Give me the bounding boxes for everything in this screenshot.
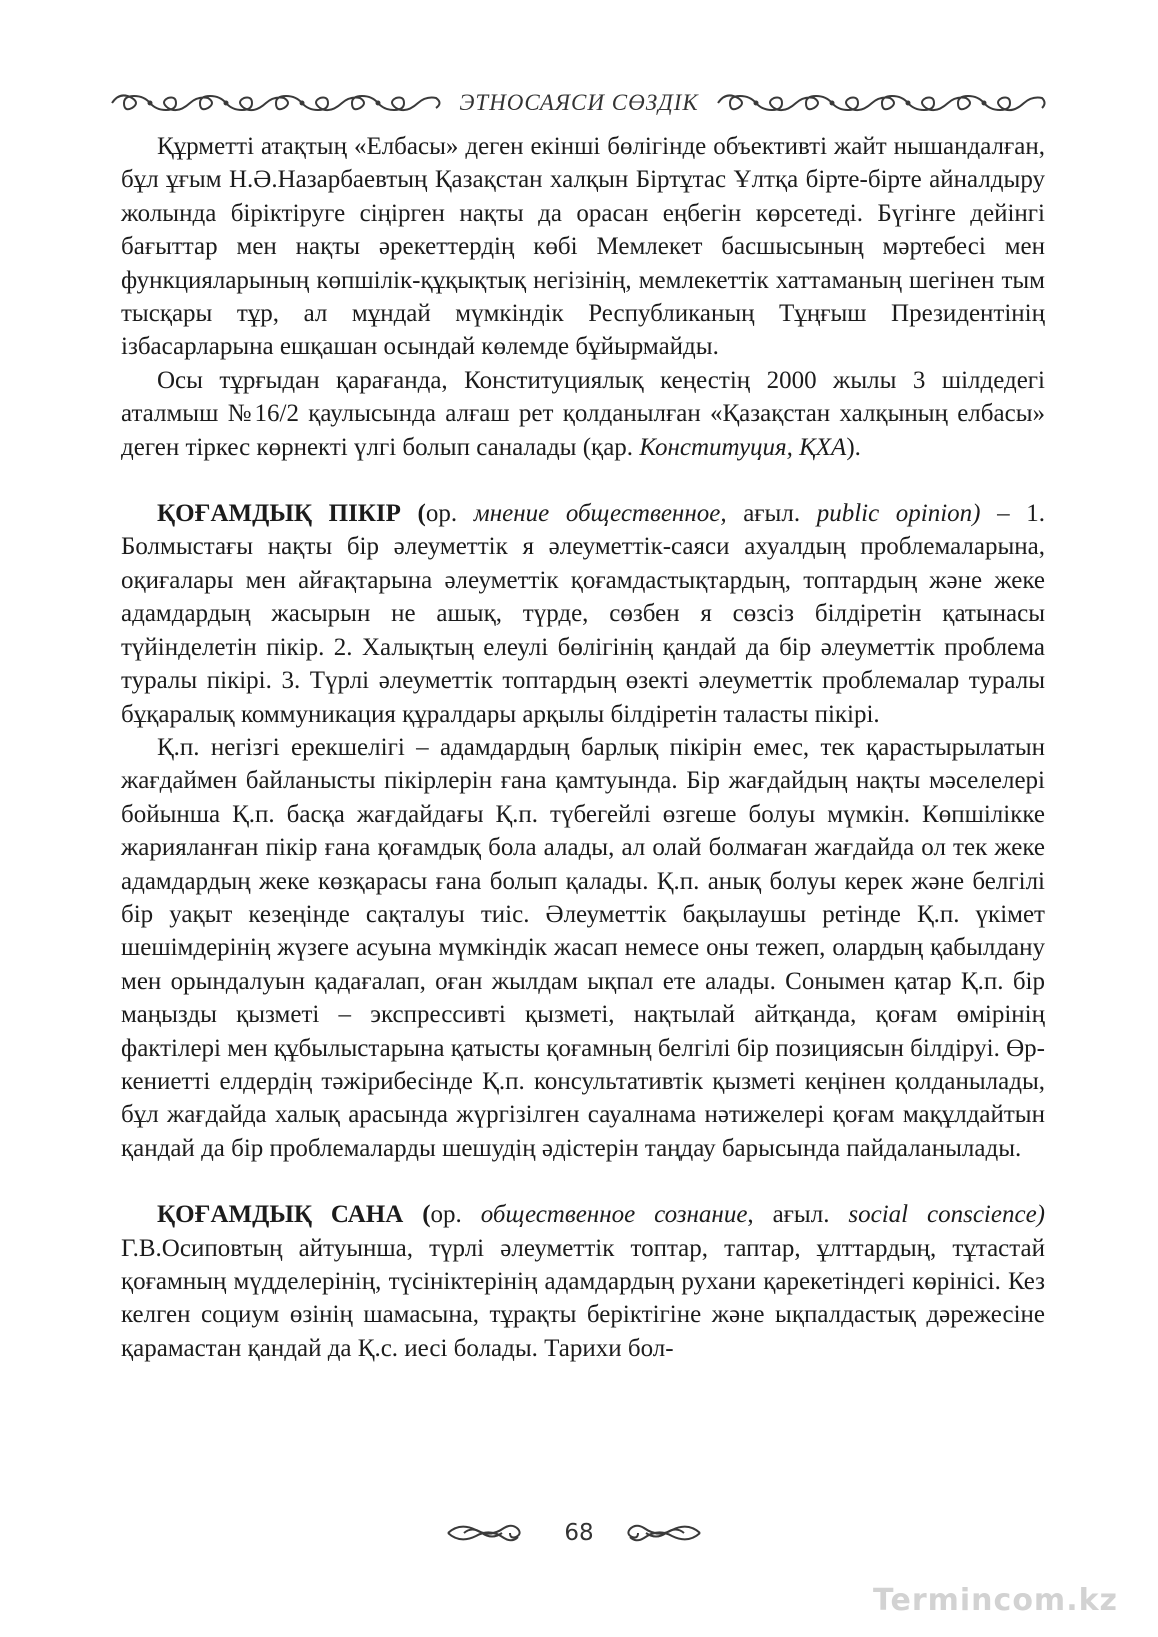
footer-flourish-right-icon — [624, 1520, 702, 1546]
watermark-logo — [873, 1577, 1118, 1627]
english-label: , ағыл. — [747, 1201, 849, 1229]
running-header — [110, 86, 1048, 120]
russian-equivalent: общественное сознание — [480, 1201, 748, 1229]
english-equivalent: social conscience) — [848, 1201, 1045, 1229]
entry-definition: – 1. Болмыстағы нақты бір әлеуметтік я әлеуметтік-саяси ахуалдың проблемаларына, оқиғалары мен айғақтарына әлеуметтік қоғамдастықтардың, топтардың және жеке адамдардың жасырын не ашық, түрде, сөзбен я сөзсіз білдіретін қатынасы түйінделетін пікір. 2. Халықтың елеулі бөлігінің қандай да бір әлеуметтік проблема туралы пікірі. 3. Түрлі әлеуметтік топтардың өзекті әлеуметтік проблемалар туралы бұқаралық коммуникация құралдары арқылы білдіретін таласты пікірі. — [121, 500, 1045, 728]
entry-term: ҚОҒАМДЫҚ ПІКІР ( — [157, 500, 426, 528]
russian-label: ор. — [425, 500, 474, 528]
paragraph-elbasy: Құрметті атақтың «Елбасы» деген екінші бөлігінде объективті жайт нышандалған, бұл ұғым Н.Ә.Назарбаевтың Қазақстан халқын Біртұтас Ұлтқа бірте-бірте айналдыру жолында біріктіруге сіңірген нақты да орасан еңбегін көрсетеді. Бүгінге дейінгі бағыттар мен нақты әрекеттердің көбі Мемлекет басшысының мәртебесі мен функцияларының көпшілік-құқықтық негізінің, мемлекеттік хаттаманың шегінен тым тысқары тұр, ал мұндай мүмкіндік Республиканың Тұңғыш Президентінің ізбасарларына ешқашан осындай көлемде бұйырмайды. — [121, 133, 1045, 361]
paragraph-end: ). — [846, 433, 861, 461]
watermark-text: Termincom.kz — [873, 1583, 1118, 1618]
ornament-border-right — [716, 88, 1048, 118]
page-footer — [0, 1515, 1158, 1551]
cross-reference: Конституция, ҚХА — [639, 433, 847, 461]
page-body — [121, 130, 1045, 1365]
entry-public-opinion-details: Қ.п. негізгі ерекшелігі – адамдардың барлық пікірін емес, тек қарастырылатын жағдаймен байланысты пікірлерін ғана қамтуында. Бір жағдайдың нақты мәселелері бойынша Қ.п. басқа жағдайдағы Қ.п. түбегейлі өзгеше болуы мүмкін. Көпшілікке жарияланған пікір ғана қоғамдық бола алады, ал олай болмаған жағдайда ол тек жеке адамдардың жеке көзқарасы ғана болып қалады. Қ.п. анық болуы керек және белгілі бір уақыт кезеңінде сақталуы тиіс. Әлеуметтік бақылаушы ретінде Қ.п. үкімет шешімдерінің жүзеге асуына мүмкіндік жасап немесе оны тежеп, олардың қабылдану мен орындалуын қадағалап, оған жылдам ықпал ете алады. Сонымен қатар Қ.п. бір маңызды қызметі – экспрессивті қызметі, нақтылай айтқанда, қоғам өмірінің фактілері мен құбылыстарына қатысты қоғамның белгілі бір позициясын білдіруі. Өркениетті елдердің тәжірибесінде Қ.п. консультативтік қызметі кеңінен қолданылады, бұл жағдайда халық арасында жүргізілген сауалнама нәтижелері қоғам мақұлдайтын қандай да бір проблемаларды шешудің әдістерін таңдау барысында пайдаланылады. — [121, 733, 1045, 1162]
page-number: 68 — [564, 1520, 594, 1546]
entry-spacer — [121, 1165, 1045, 1198]
entry-public-opinion — [121, 497, 1045, 731]
entry-public-consciousness — [121, 1198, 1045, 1365]
paragraph-text: Осы тұрғыдан қарағанда, Конституциялық кеңестің 2000 жылы 3 шілдедегі аталмыш №16/2 қаулысында алғаш рет қолданылған «Қазақстан халқының елбасы» деген тіркес көрнекті үлгі болып саналады (қар. — [121, 366, 1045, 461]
english-equivalent: public opinion) — [816, 500, 981, 528]
header-title: ЭТНОСАЯСИ СӨЗДІК — [459, 90, 699, 115]
russian-label: ор. — [430, 1201, 481, 1229]
entry-term: ҚОҒАМДЫҚ САНА ( — [157, 1201, 431, 1229]
paragraph-constitutional-council — [121, 364, 1045, 464]
entry-spacer — [121, 464, 1045, 497]
entry-definition: Г.В.Осиповтың айтуынша, түрлі әлеуметтік топтар, таптар, ұлттардың, тұтастай қоғамның мүдделерінің, түсініктерінің адамдардың рухани қарекетіндегі көрінісі. Кез келген социум өзінің шамасына, тұрақты беріктігіне және ықпалдастық дәрежесіне қарамастан қандай да Қ.с. иесі болады. Тарихи бол- — [121, 1234, 1045, 1362]
english-label: ағыл. — [726, 500, 817, 528]
russian-equivalent: мнение общественное, — [473, 500, 727, 528]
